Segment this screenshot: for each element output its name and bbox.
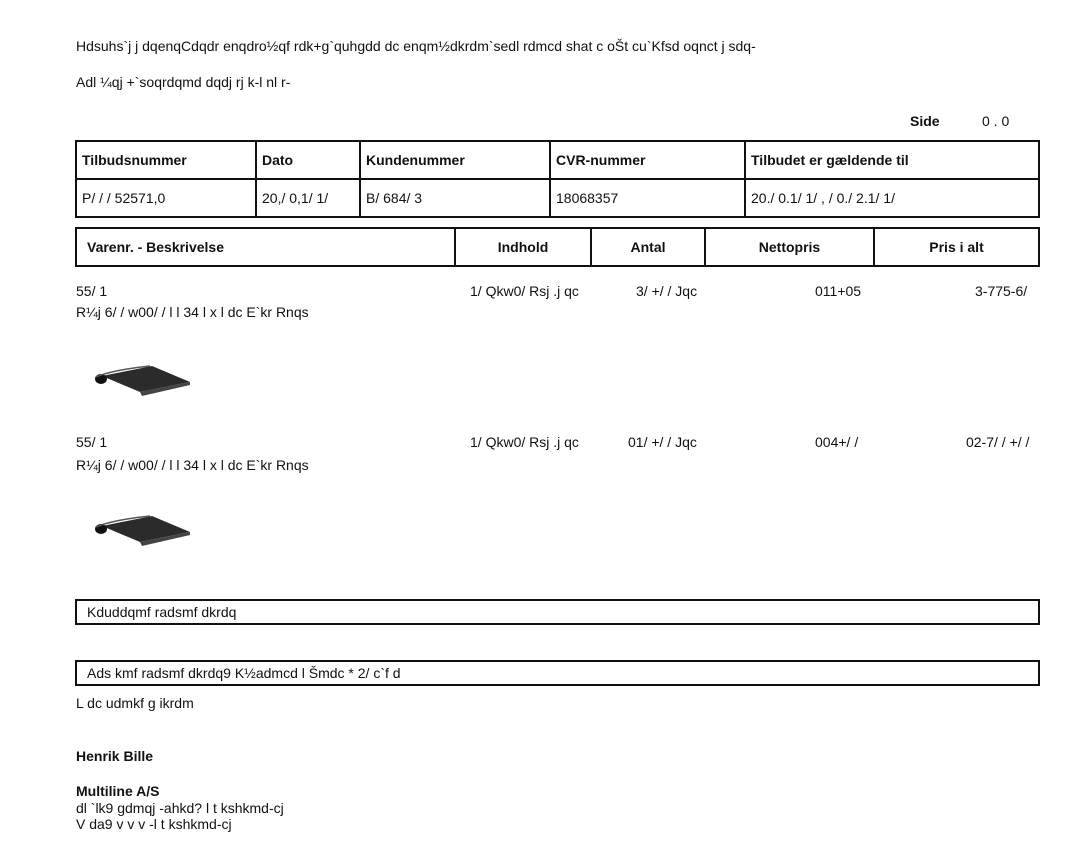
intro-line-1: Hdsuhs`j j dqenqCdqdr enqdro½qf rdk+g`quhgdd dc enqm½dkrdm`sedl rdmcd shat c oŠt cu`Kfsd oqnct j sdq- [76,38,756,54]
page-label: Side [910,113,940,129]
offer-table-header-row [76,141,1039,179]
customer-number: B/ 684/ 3 [360,179,550,217]
header-quantity: Antal [591,228,705,266]
intro-line-2: Adl ¼qj +`soqrdqmd dqdj rj k-l nl r- [76,74,291,90]
header-cvr-number: CVR-nummer [550,141,745,179]
page-number: 0 . 0 [982,113,1010,129]
delivery-text: Kduddqmf radsmf dkrdq [87,604,237,620]
signature-web: V da9 v v v -l t kshkmd-cj [76,816,232,832]
item-1-content: 1/ Qkw0/ Rsj .j qc [470,283,579,299]
offer-date: 20,/ 0,1/ 1/ [256,179,360,217]
header-net-price: Nettopris [705,228,874,266]
signature-email: dl `lk9 gdmqj -ahkd? l t kshkmd-cj [76,800,284,816]
payment-terms-text: Ads kmf radsmf dkrdq9 K½admcd l Šmdc * 2/ c`f d [87,665,401,681]
valid-until: 20./ 0.1/ 1/ , / 0./ 2.1/ 1/ [745,179,1039,217]
header-item-description: Varenr. - Beskrivelse [76,228,455,266]
cvr-number: 18068357 [550,179,745,217]
item-2-quantity: 01/ +/ / Jqc [628,434,697,450]
offer-table [75,140,1040,218]
item-2-content: 1/ Qkw0/ Rsj .j qc [470,434,579,450]
header-total: Pris i alt [874,228,1039,266]
header-content: Indhold [455,228,591,266]
offer-table-value-row [76,179,1039,217]
payment-terms-box [75,660,1040,686]
item-2-description: R¼j 6/ / w00/ / l l 34 l x l dc E`kr Rnqs [76,457,309,473]
signature-name: Henrik Bille [76,748,154,764]
offer-number: P/ / / 52571,0 [76,179,256,217]
item-1-product-image [92,360,192,400]
header-date: Dato [256,141,360,179]
item-2-net-price: 004+/ / [815,434,859,450]
delivery-box [75,599,1040,625]
item-1-total: 3-775-6/ [975,283,1028,299]
item-1-quantity: 3/ +/ / Jqc [636,283,698,299]
header-customer-number: Kundenummer [360,141,550,179]
item-1-description: R¼j 6/ / w00/ / l l 34 l x l dc E`kr Rnqs [76,304,309,320]
signature-company: Multiline A/S [76,783,160,799]
header-valid-until: Tilbudet er gældende til [745,141,1039,179]
item-1-net-price: 011+05 [815,283,862,299]
item-2-product-image [92,510,192,550]
items-header-table [75,227,1040,267]
item-1-number: 55/ 1 [76,283,108,299]
closing-note: L dc udmkf g ikrdm [76,695,194,711]
item-2-total: 02-7/ / +/ / [966,434,1030,450]
item-2-number: 55/ 1 [76,434,108,450]
items-header-row [76,228,1039,266]
header-offer-number: Tilbudsnummer [76,141,256,179]
